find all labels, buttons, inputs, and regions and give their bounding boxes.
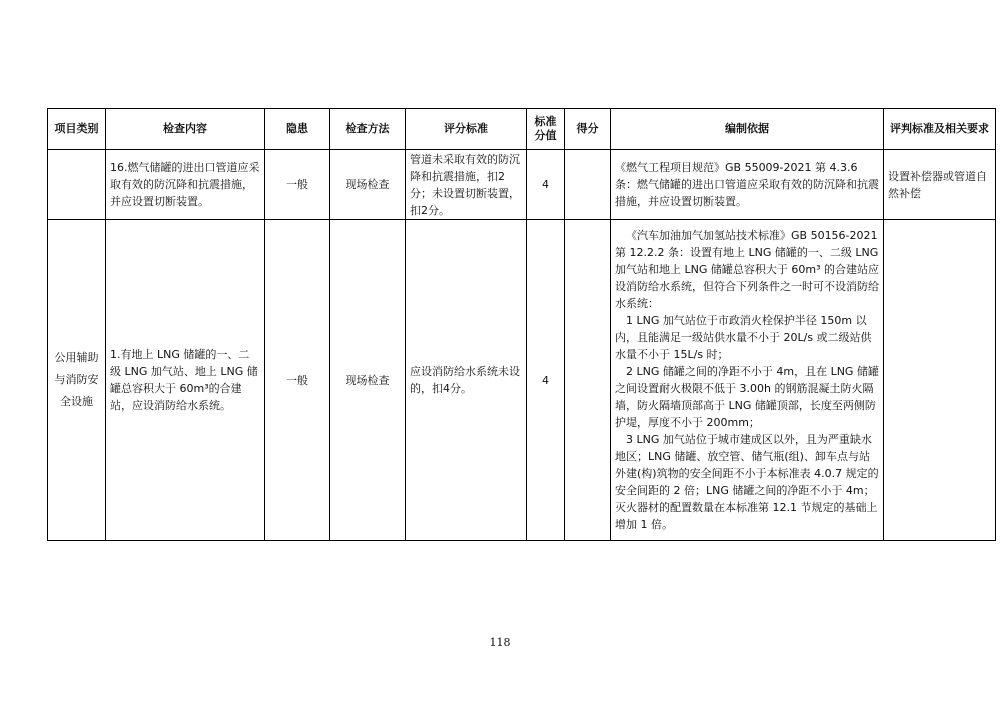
row1-method: 现场检查 xyxy=(330,150,406,220)
row1-basis: 《燃气工程项目规范》GB 55009-2021 第 4.3.6 条：燃气储罐的进出口管道应采取有效的防沉降和抗震措施，并应设置切断装置。 xyxy=(611,150,884,220)
row1-content: 16.燃气储罐的进出口管道应采取有效的防沉降和抗震措施，并应设置切断装置。 xyxy=(106,150,265,220)
row2-basis-item-3: 3 LNG 加气站位于城市建成区以外，且为严重缺水地区；LNG 储罐、放空管、储气瓶(组)、卸车点与站外建(构)筑物的安全间距不小于本标准表 4.0.7 规定的安全间距的 2 倍；LNG 储罐之间的净距不小于 4m；灭火器材的配置数量在本标准第 12.1 节规定的基础上增加 1 倍。 xyxy=(615,433,879,531)
row2-standard-score: 4 xyxy=(527,220,565,541)
header-standard-score xyxy=(527,109,565,150)
row1-requirements: 设置补偿器或管道自然补偿 xyxy=(884,150,996,220)
row1-criteria: 管道未采取有效的防沉降和抗震措施，扣2分；未设置切断装置，扣2分。 xyxy=(406,150,527,220)
row2-content: 1.有地上 LNG 储罐的一、二级 LNG 加气站、地上 LNG 储罐总容积大于 60m³的合建站，应设消防给水系统。 xyxy=(106,220,265,541)
header-method: 检查方法 xyxy=(330,109,406,150)
inspection-table xyxy=(47,108,996,541)
row2-basis-item-2: 2 LNG 储罐之间的净距不小于 4m，且在 LNG 储罐之间设置耐火极限不低于 3.00h 的钢筋混凝土防火隔墙，防火隔墙顶部高于 LNG 储罐顶部，长度至两侧防护堤，厚度不小于 200mm； xyxy=(615,365,879,429)
row2-requirements xyxy=(884,220,996,541)
header-hazard: 隐患 xyxy=(265,109,330,150)
table-row xyxy=(48,220,996,541)
row1-category xyxy=(48,150,106,220)
row2-score xyxy=(565,220,611,541)
header-standard-score-line1: 标准 xyxy=(534,115,557,128)
row2-hazard: 一般 xyxy=(265,220,330,541)
row2-method: 现场检查 xyxy=(330,220,406,541)
row1-standard-score: 4 xyxy=(527,150,565,220)
row2-basis xyxy=(611,220,884,541)
header-basis: 编制依据 xyxy=(611,109,884,150)
row2-category: 公用辅助与消防安全设施 xyxy=(48,220,106,541)
header-standard-score-line2: 分值 xyxy=(534,129,557,142)
row2-criteria: 应设消防给水系统未设的，扣4分。 xyxy=(406,220,527,541)
row1-score xyxy=(565,150,611,220)
header-category: 项目类别 xyxy=(48,109,106,150)
header-requirements: 评判标准及相关要求 xyxy=(884,109,996,150)
header-criteria: 评分标准 xyxy=(406,109,527,150)
header-score: 得分 xyxy=(565,109,611,150)
header-content: 检查内容 xyxy=(106,109,265,150)
row1-hazard: 一般 xyxy=(265,150,330,220)
row2-basis-intro: 《汽车加油加气加氢站技术标准》GB 50156-2021 第 12.2.2 条：设置有地上 LNG 储罐的一、二级 LNG 加气站和地上 LNG 储罐总容积大于 60m³ 的合建站应设消防给水系统，但符合下列条件之一时可不设消防给水系统： xyxy=(615,229,879,310)
page-number: 118 xyxy=(489,636,511,649)
table-header-row xyxy=(48,109,996,150)
table-row xyxy=(48,150,996,220)
row2-basis-item-1: 1 LNG 加气站位于市政消火栓保护半径 150m 以内，且能满足一级站供水量不小于 20L/s 或二级站供水量不小于 15L/s 时； xyxy=(615,314,872,361)
